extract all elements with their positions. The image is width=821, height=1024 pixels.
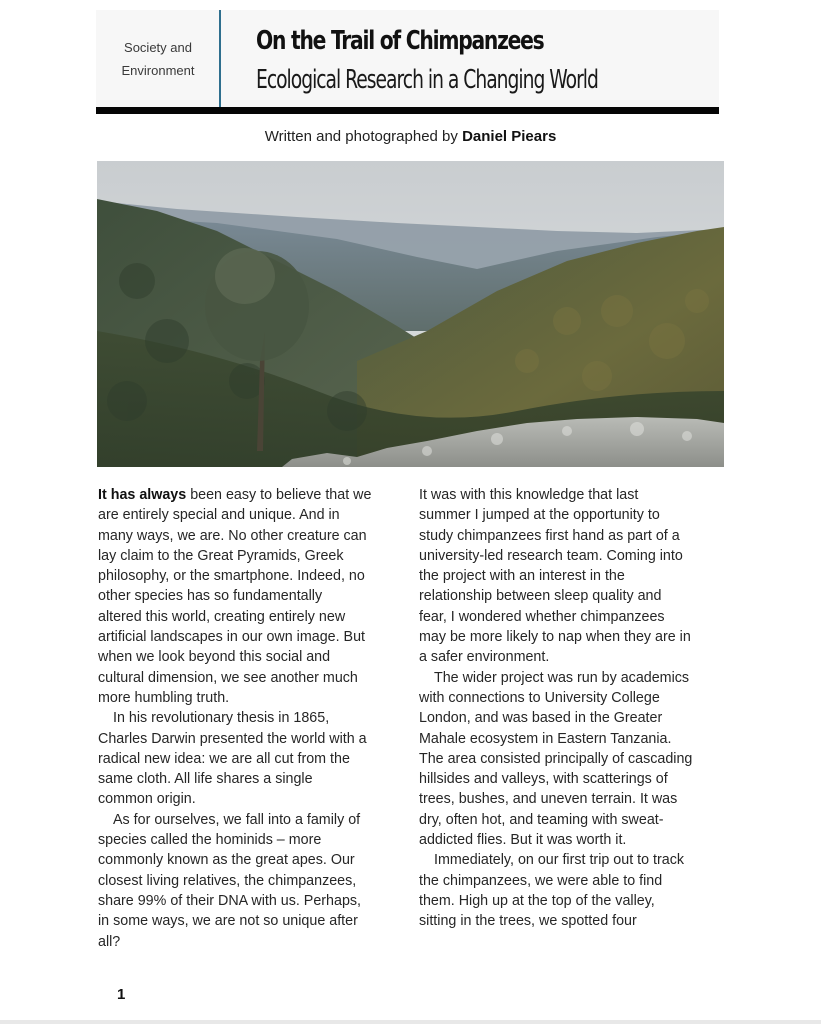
text-line: London, and was based in the Greater	[419, 710, 663, 727]
text-line: It was with this knowledge that last	[419, 487, 639, 503]
text-line: study chimpanzees first hand as part of a	[419, 527, 680, 544]
text-line: lay claim to the Great Pyramids, Greek	[98, 547, 344, 564]
byline	[0, 128, 821, 145]
text-line: many ways, we are. No other creature can	[98, 527, 367, 544]
text-line: other species has so fundamentally	[98, 588, 323, 605]
text-line: radical new idea: we are all cut from the	[98, 750, 350, 767]
text-line: all?	[98, 933, 121, 950]
text-line: the chimpanzees, we were able to find	[419, 872, 663, 889]
text-line: trees, bushes, and uneven terrain. It was	[419, 791, 678, 808]
text-line: may be more likely to nap when they are in	[419, 629, 691, 646]
header-rule	[96, 107, 719, 114]
text-line: university-led research team. Coming into	[419, 547, 683, 564]
byline-author: Daniel Piears	[462, 128, 557, 145]
text-line: As for ourselves, we fall into a family of	[113, 811, 361, 828]
landscape-photo	[97, 161, 724, 467]
text-line: fear, I wondered whether chimpanzees	[419, 608, 665, 625]
text-line: The wider project was run by academics	[434, 669, 690, 686]
text-line: them. High up at the top of the valley,	[419, 892, 655, 909]
text-line: Immediately, on our first trip out to track	[434, 852, 685, 869]
text-line: dry, often hot, and teaming with sweat-	[419, 811, 664, 828]
section-label-line-2: Environment	[121, 63, 195, 78]
text-line: sitting in the trees, we spotted four	[419, 913, 637, 930]
text-line: a safer environment.	[419, 649, 550, 666]
article-column-left	[98, 485, 410, 952]
page-bottom-edge	[0, 1020, 821, 1024]
text-line: more humbling truth.	[98, 689, 230, 706]
text-line: altered this world, creating entirely new	[98, 608, 346, 625]
text-line: the project with an interest in the	[419, 568, 625, 585]
text-line: philosophy, or the smartphone. Indeed, no	[98, 568, 365, 585]
text-line: In his revolutionary thesis in 1865,	[113, 710, 330, 727]
text-line: Charles Darwin presented the world with a	[98, 730, 367, 747]
article-subtitle: Ecological Research in a Changing World	[256, 65, 598, 95]
text-line: common origin.	[98, 791, 196, 808]
text-line: species called the hominids – more	[98, 832, 322, 849]
byline-prefix: Written and photographed by	[264, 128, 463, 145]
header-divider	[219, 10, 221, 111]
text-line: cultural dimension, we see another much	[98, 669, 358, 686]
text-line: are entirely special and unique. And in	[98, 507, 340, 524]
text-line: when we look beyond this social and	[98, 649, 331, 666]
section-label-line-1: Society and	[124, 40, 192, 55]
text-line: share 99% of their DNA with us. Perhaps,	[98, 892, 362, 909]
text-line: addicted flies. But it was worth it.	[419, 832, 627, 849]
page-number: 1	[117, 986, 126, 1003]
text-line: commonly known as the great apes. Our	[98, 852, 355, 869]
text-line: artificial landscapes in our own image. But	[98, 629, 366, 646]
text-line: closest living relatives, the chimpanzees,	[98, 872, 357, 889]
text-line: with connections to University College	[419, 689, 660, 706]
text-line: same cloth. All life shares a single	[98, 771, 313, 788]
text-line: relationship between sleep quality and	[419, 588, 662, 605]
article-column-right	[419, 485, 731, 932]
text-line: It has always been easy to believe that we	[98, 487, 372, 503]
text-line: The area consisted principally of cascading	[419, 750, 693, 767]
text-line: hillsides and valleys, with scatterings of	[419, 771, 668, 788]
text-line: in some ways, we are not so unique after	[98, 913, 358, 930]
text-line: Mahale ecosystem in Eastern Tanzania.	[419, 730, 672, 747]
section-label	[96, 10, 220, 108]
article-title: On the Trail of Chimpanzees	[256, 26, 544, 56]
lead-in: It has always	[98, 487, 187, 503]
text-line: summer I jumped at the opportunity to	[419, 507, 660, 524]
